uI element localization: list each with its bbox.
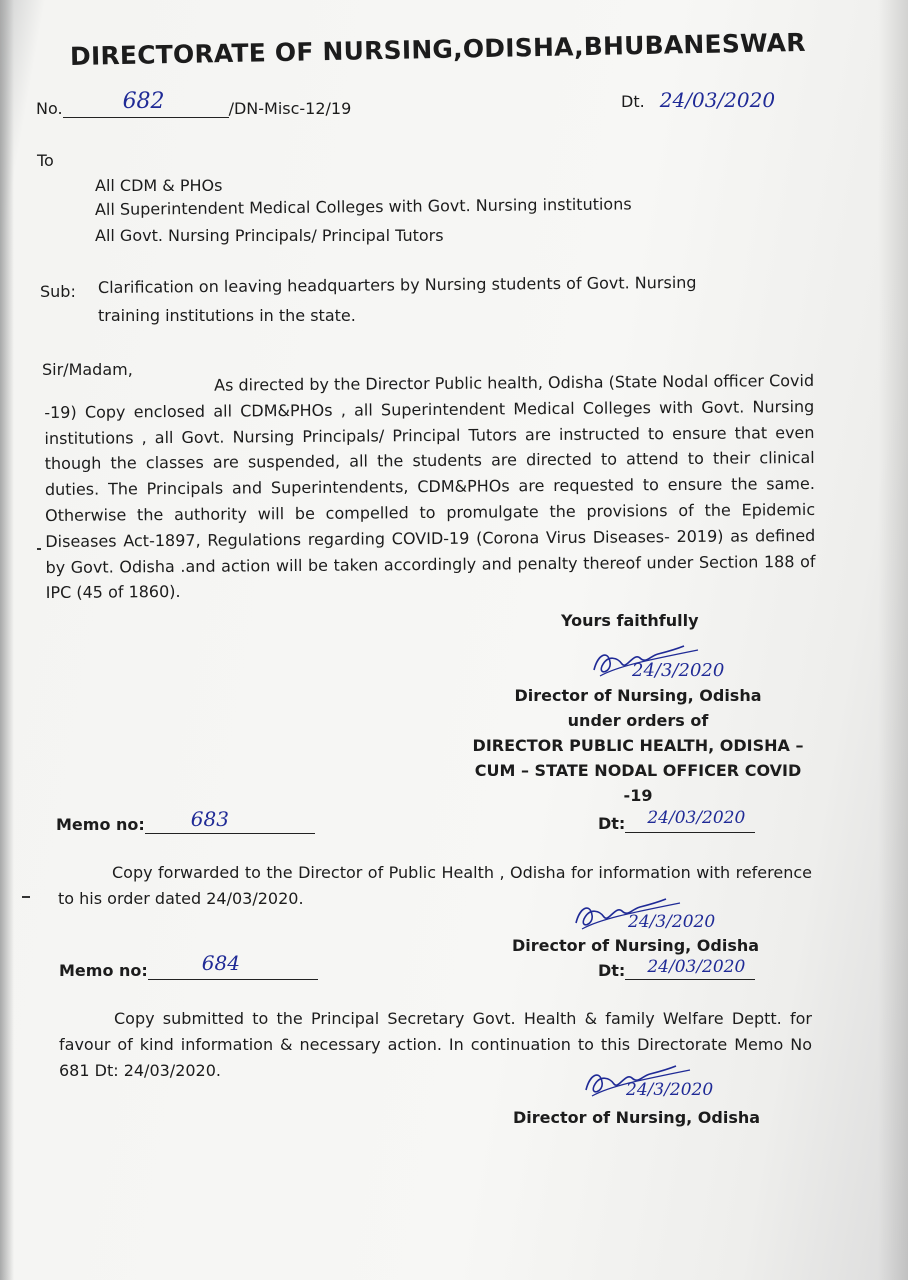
addressee-line: All Govt. Nursing Principals/ Principal Tutors [95,226,444,245]
signature-date: 24/3/2020 [628,912,716,932]
authority-line: DIRECTOR PUBLIC HEALTH, ODISHA – [472,736,804,755]
page-right-shadow [878,0,908,1280]
no-label: No. [36,99,63,118]
memo-dt-underline [625,959,755,980]
letter-date-row [621,88,775,112]
memo2-date-row [598,959,755,980]
body-paragraph: As directed by the Director Public health, Odisha (State Nodal officer Covid -19) Copy enclosed all CDM&PHOs , all Superintendent Medical Colleges with Govt. Nursing institutions , all Govt. Nursing Principals/ Principal Tutors are instructed to ensure that even though the classes are suspended, all the students are directed to attend to their clinical duties. The Principals and Superintendents, CDM&PHOs are requested to ensure the same. Otherwise the authority will be compelled to promulgate the provisions of the Epidemic Diseases Act-1897, Regulations regarding COVID-19 (Corona Virus Diseases- 2019) as defined by Govt. Odisha .and action will be taken accordingly and penalty thereof under Section 188 of IPC (45 of 1860). [44,370,816,603]
to-label: To [37,151,54,170]
addressee-line: All Superintendent Medical Colleges with Govt. Nursing institutions [94,194,632,219]
no-handwritten-value: 682 [122,89,165,114]
dt-handwritten-value: 24/03/2020 [659,88,776,112]
subject-line: training institutions in the state. [98,306,356,325]
memo-dt-label: Dt: [598,814,626,833]
dt-label: Dt. [621,92,645,111]
margin-mark [22,896,30,898]
designation-block [468,683,808,808]
memo-dt-value: 24/03/2020 [647,957,746,977]
memo-label: Memo no: [56,815,145,834]
memo2-text: Copy submitted to the Principal Secretary Govt. Health & family Welfare Deptt. for favour of kind information & necessary action. In continuation to this Directorate Memo No 681 Dt: 24/03/2020. [59,1009,812,1080]
signature-date: 24/3/2020 [632,660,725,681]
subject-line: Clarification on leaving headquarters by Nursing students of Govt. Nursing [97,272,697,297]
memo1-text: Copy forwarded to the Director of Public Health , Odisha for information with reference to his order dated 24/03/2020. [58,863,812,908]
memo-dt-underline [625,808,755,833]
memo-handwritten-number: 684 [201,951,240,975]
memo1-number-row [56,807,315,834]
signatory-name: Director of Nursing, Odisha [514,686,762,705]
no-underline [63,89,229,118]
memo-dt-value: 24/03/2020 [647,808,746,828]
authority-line: CUM – STATE NODAL OFFICER COVID -19 [474,761,802,805]
memo1-date-row [598,808,755,833]
under-orders: under orders of [567,711,709,730]
signature-date: 24/3/2020 [626,1080,714,1100]
salutation: Sir/Madam, [42,360,133,379]
memo-underline [148,951,318,980]
letterhead-title: DIRECTORATE OF NURSING,ODISHA,BHUBANESWAR [69,27,806,71]
reference-suffix: /DN-Misc-12/19 [228,99,352,118]
closing: Yours faithfully [561,611,699,630]
memo1-signatory: Director of Nursing, Odisha [512,936,760,955]
memo2-number-row [59,951,318,980]
memo-underline [145,807,315,834]
subject-label: Sub: [40,282,76,301]
page-edge-shadow [0,0,14,1280]
memo-label: Memo no: [59,961,148,980]
margin-mark [37,548,41,550]
memo-handwritten-number: 683 [190,807,229,831]
addressee-line: All CDM & PHOs [95,176,223,195]
reference-number-row [36,89,352,118]
memo-dt-label: Dt: [598,961,626,980]
memo2-signatory: Director of Nursing, Odisha [513,1108,761,1127]
